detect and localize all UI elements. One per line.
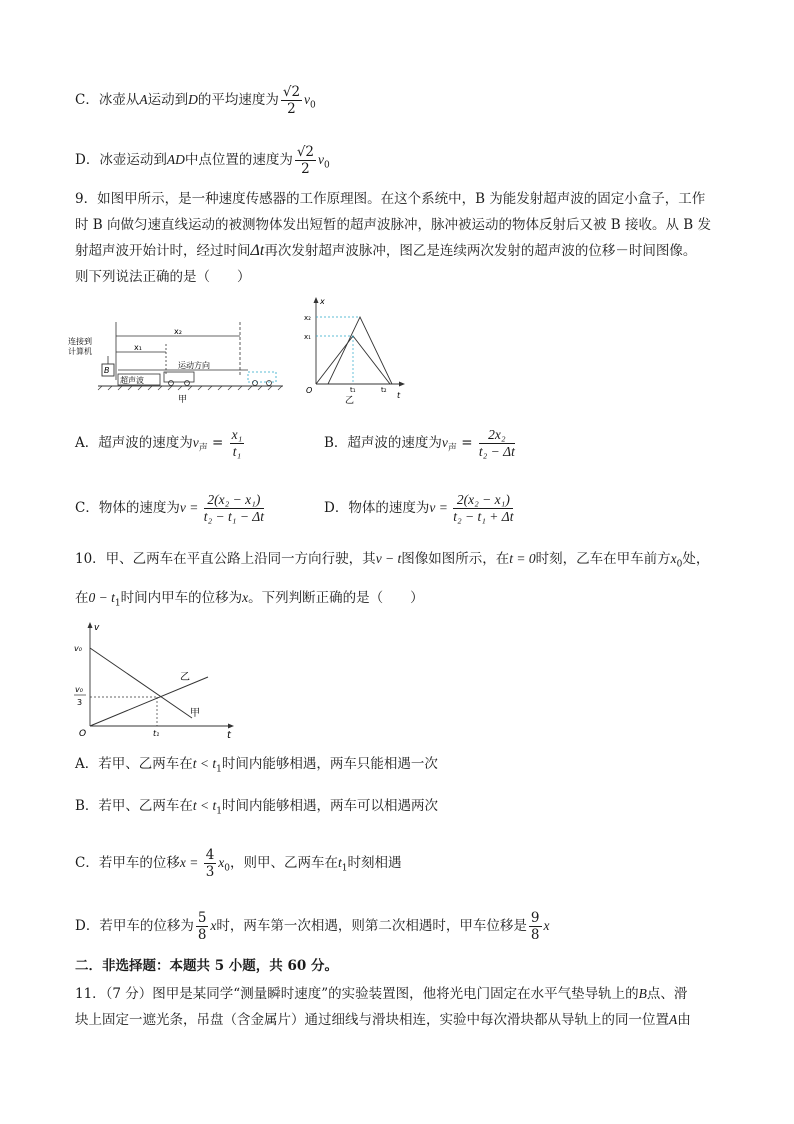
tick-v0: v₀	[74, 644, 82, 653]
q9-figure-yi	[296, 294, 408, 406]
q9-figure-jia	[68, 314, 293, 406]
origin-label: O	[79, 729, 87, 739]
line-yi-label: 乙	[180, 672, 190, 683]
q10-vt-graph	[70, 618, 240, 742]
label-connect-2: 计算机	[68, 347, 92, 356]
tick-v0-3-den: 3	[77, 698, 83, 707]
axis-t-label: t	[227, 730, 231, 741]
label-direction: 运动方向	[178, 361, 210, 370]
q10-stem-line2: 在$0 - t_1$时间内甲车的位移为x。下列判断正确的是（ ）	[75, 590, 424, 609]
tick-t1: t₁	[153, 729, 160, 738]
yi-axis-x: x	[320, 297, 325, 306]
q10-option-b: B．若甲、乙两车在$t < t_1$时间内能够相遇，两车可以相遇两次	[75, 798, 439, 817]
q11-line2: 块上固定一遮光条，吊盘（含金属片）通过细线与滑块相连，实验中每次滑块都从导轨上的同一位置A由	[75, 1012, 691, 1028]
q9-option-d: D．物体的速度为v = $\frac{\text{2(x₂ − x₁)}}{\text{t₂ − t₁ + Δt}}$	[324, 492, 514, 524]
q9-stem-line1: 9．如图甲所示，是一种速度传感器的工作原理图。在这个系统中，B 为能发射超声波的固定小盒子，工作	[75, 191, 706, 207]
q9-option-a: A．超声波的速度为$v_声$ = $\frac{\text{x₁}}{\text{t₁}}$	[75, 427, 243, 459]
section-heading: 二．非选择题：本题共 5 小题，共 60 分。	[75, 958, 338, 974]
q9-stem-line4: 则下列说法正确的是（ ）	[75, 269, 251, 285]
q10-option-a: A．若甲、乙两车在$t < t_1$时间内能够相遇，两车只能相遇一次	[75, 756, 438, 775]
label-x2: x₂	[174, 327, 182, 336]
q8-option-d: D．冰壶运动到AD中点位置的速度为 $\frac{√2}{2}$ $v_0$	[75, 144, 330, 177]
figure-jia-caption: 甲	[178, 395, 188, 405]
yi-tick-x1: x₁	[304, 333, 311, 341]
yi-tick-t2: t₂	[381, 386, 387, 394]
label-connect-1: 连接到	[68, 337, 92, 346]
q10-option-d: D．若甲车的位移为 $\frac{5}{8}$ x时，两车第一次相遇，则第二次相遇时，甲车位移是 $\frac{9}{8}$ x	[75, 910, 550, 943]
q9-stem-line2: 时 B 向做匀速直线运动的被测物体发出短暂的超声波脉冲，脉冲被运动的物体反射后又被 B 接收。从 B 发	[75, 217, 712, 233]
q10-option-c: C．若甲车的位移x = $\frac{4}{3}$ $x_0$，则甲、乙两车在$t_1$时刻相遇	[75, 847, 402, 880]
figure-yi-caption: 乙	[345, 396, 355, 406]
q11-line1: 11．（7 分）图甲是某同学“测量瞬时速度”的实验装置图，他将光电门固定在水平气垫导轨上的B点、滑	[75, 986, 688, 1002]
q9-option-c: C．物体的速度为v = $\frac{\text{2(x₂ − x₁)}}{\text{t₂ − t₁ − Δt}}$	[75, 492, 264, 524]
q9-stem-line3: 射超声波开始计时，经过时间Δt再次发射超声波脉冲，图乙是连续两次发射的超声波的位移－时间图像。	[75, 242, 697, 259]
q10-stem-line1: 10．甲、乙两车在平直公路上沿同一方向行驶，其v − t图像如图所示，在t = 0时刻，乙车在甲车前方$x_0$处，	[75, 551, 710, 570]
yi-tick-x2: x₂	[304, 314, 311, 322]
yi-tick-t1: t₁	[350, 386, 356, 394]
box-b-label: B	[104, 366, 110, 375]
label-ultrasonic: 超声波	[120, 376, 144, 385]
yi-origin: O	[306, 386, 313, 395]
label-x1: x₁	[134, 343, 142, 352]
q8-option-c: C．冰壶从A运动到D的平均速度为 $\frac{√2}{2}$ $v_0$	[75, 84, 316, 117]
tick-v0-3-num: v₀	[75, 685, 83, 694]
axis-v-label: v	[94, 623, 100, 633]
yi-axis-t: t	[397, 391, 401, 400]
line-jia-label: 甲	[190, 708, 200, 719]
q9-option-b: B．超声波的速度为$v_声$ = $\frac{\text{2x₂}}{\text{t₂ − Δt}}$	[324, 427, 515, 459]
